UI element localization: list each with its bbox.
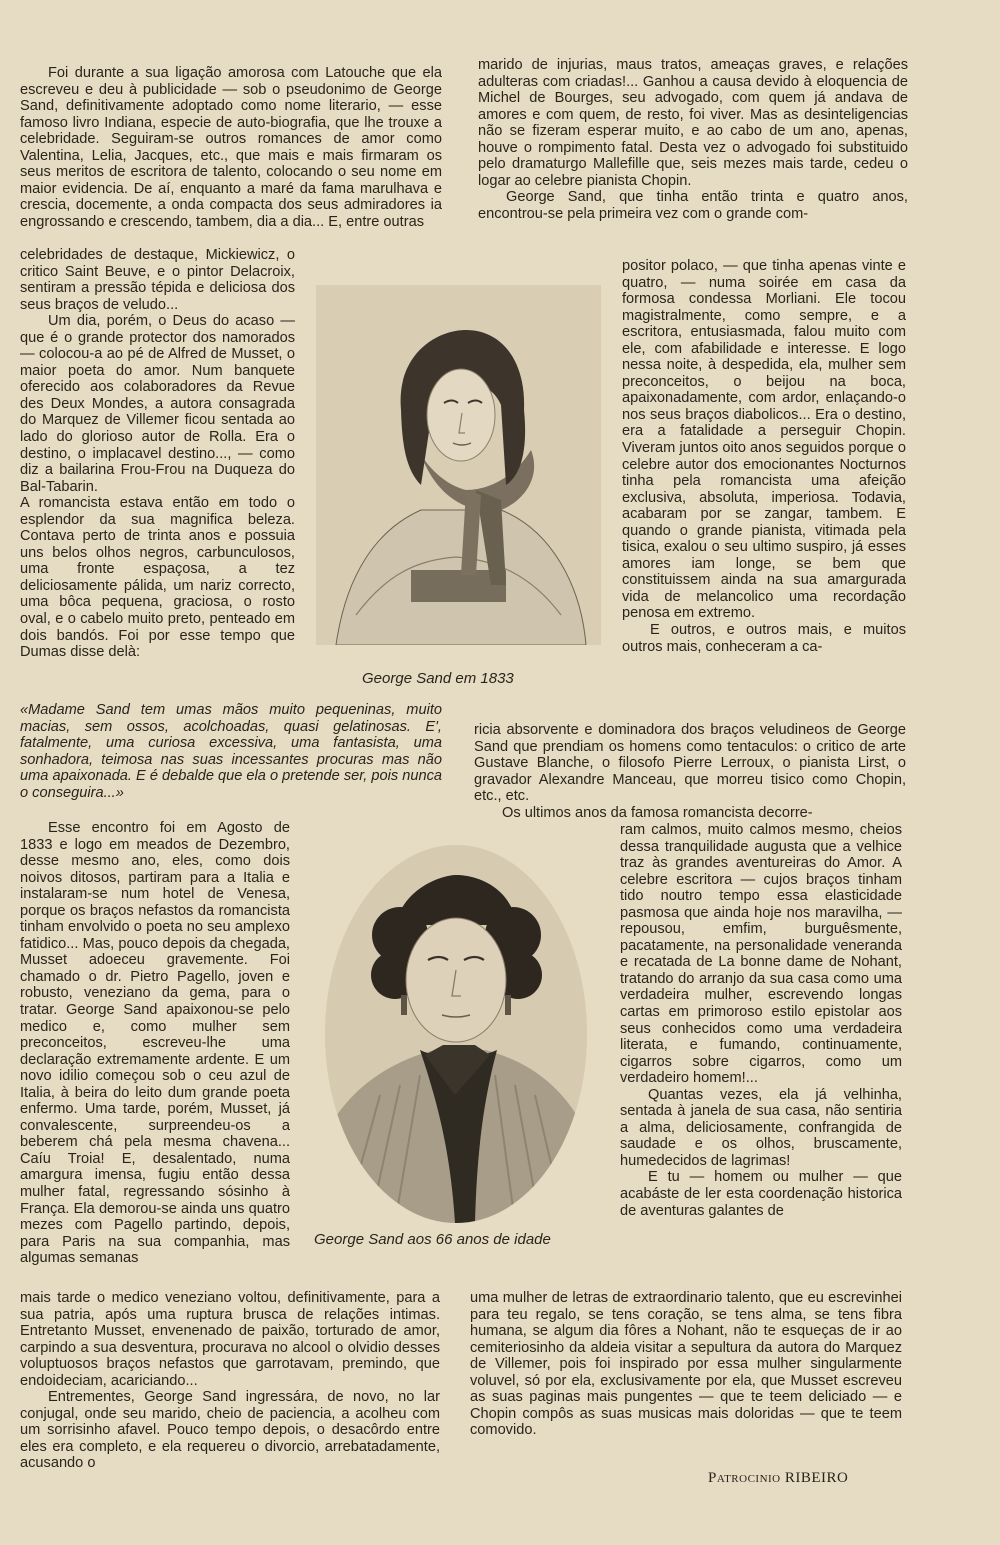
dumas-quote (20, 702, 442, 801)
author-first-name: Patrocinio (708, 1470, 781, 1486)
portrait-66-illustration (325, 845, 587, 1223)
paragraph: marido de injurias, maus tratos, ameaças graves, e relações adulteras com criadas!... Ganhou a causa devido à eloquencia de Michel de Bourges, seu advogado, com quem já andava de amores e com quem, de resto, foi viver. Mas as desinteligencias não se fizeram esperar muito, e ao cabo de um ano, apenas, houve o rompimento fatal. Desta vez o advogado foi substituido pelo dramaturgo Mallefille que, seis mezes mais tarde, cedeu o logar ao celebre pianista Chopin. (478, 57, 908, 189)
paragraph: Quantas vezes, ela já velhinha, sentada à janela de sua casa, não sentiria a alma, deliciosamente, confrangida de saudade e os olhos, bruscamente, humedecidos de lagrimas! (620, 1086, 902, 1169)
left-column-top (20, 65, 442, 230)
paragraph: mais tarde o medico veneziano voltou, definitivamente, para a sua patria, após uma ruptura brusca de relações intimas. Entretanto Musset, envenenado de paixão, torturado de amor, carpindo a sua desventura, procurava no alcool o olvidio desses voluptuosos braços nefastos que garrotavam, premindo, que endoideciam, acariciando... (20, 1290, 440, 1389)
paragraph: celebridades de destaque, Mickiewicz, o critico Saint Beuve, e o pintor Delacroix, sentiram a pressão tépida e deliciosa dos seus braços de veludo... (20, 247, 295, 313)
quote-paragraph: «Madame Sand tem umas mãos muito pequeninas, muito macias, sem ossos, acolchoadas, quasi gelatinosas. E', fatalmente, uma curiosa excessiva, uma fantasista, uma sonhadora, teimosa nas suas incessantes procuras mas não uma apaixonada. E é debalde que ela o pretende ser, pois nunca o conseguira...» (20, 702, 442, 801)
portrait-66-image (325, 845, 587, 1223)
right-column-wide (474, 722, 906, 821)
paragraph: uma mulher de letras de extraordinario talento, que eu escrevinhei para teu regalo, se tens coração, se tens alma, se tens fibra humana, se algum dia fôres a Nohant, não te esqueças de ir ao cemiteriosinho da aldeia visitar a sepultura da autora do Marquez de Villemer, pois foi inspirado por essa mulher singularmente voluvel, só por ela, exclusivamente por ela, que Musset escreveu as suas paginas mais pungentes — que te teem deliciado — e Chopin compôs as suas musicas mais doloridas — que te teem comovido. (470, 1290, 902, 1439)
paragraph: George Sand, que tinha então trinta e quatro anos, encontrou-se pela primeira vez com o grande com- (478, 189, 908, 222)
paragraph: E outros, e outros mais, e muitos outros mais, conheceram a ca- (622, 622, 906, 655)
paragraph: ricia absorvente e dominadora dos braços veludineos de George Sand que prendiam os homens como tentaculos: o critico de arte Gustave Blanche, o filosofo Pierre Lerroux, o pianista Lirst, o gravador Alexandre Manceau, que morreu tisico como Chopin, etc., etc. (474, 722, 906, 805)
paragraph: Esse encontro foi em Agosto de 1833 e logo em meados de Dezembro, desse mesmo ano, eles, como dois noivos ditosos, partiram para a Italia e instalaram-se num hotel de Venesa, porque os braços nefastos da romancista tinham envolvido o poeta no seu amplexo fatidico... Mas, pouco depois da chegada, Musset adoeceu gravemente. Foi chamado o dr. Pietro Pagello, joven e robusto, veneziano da gema, para o tratar. George Sand apaixonou-se pelo medico e, como mulher sem preconceitos, escreveu-lhe uma declaração extremamente ardente. E um novo idilio começou sob o ceu azul de Italia, à beira do leito dum grande poeta enfermo. Uma tarde, porém, Musset, já convalescente, surpreendeu-os a beberem chá pela mesma chavena... Caíu Troia! E, desalentado, numa amargura imensa, fugiu então dessa mulher fatal, regressando sósinho à França. Ela demorou-se ainda uns quatro mezes com Pagello partindo, depois, para Paris na sua companhia, mas algumas semanas (20, 820, 290, 1267)
right-column-top (478, 57, 908, 222)
paragraph: positor polaco, — que tinha apenas vinte e quatro, — numa soirée em casa da formosa condessa Morliani. Ele tocou magistralmente, como sempre, e a escritora, entusiasmada, falou muito com ele, com afabilidade e interesse. E logo nessa noite, à despedida, ela, mulher sem preconceitos, o beijou na boca, apaixonadamente, com ardor, enlaçando-o nos seus braços diabolicos... Era o destino, era a fatalidade a perseguir Chopin. Viveram juntos oito anos seguidos porque o celebre autor dos emocionantes Nocturnos tinha pela romancista uma afeição exclusiva, absoluta, imperiosa. Todavia, acabaram por se zangar, tambem. E quando o grande pianista, vitimada pela tisica, exalou o seu ultimo suspiro, já esses amores iam longe, se bem que constituissem ainda na sua amargurada vida de melancolico uma recordação penosa em extremo. (622, 258, 906, 622)
portrait-1833-illustration (316, 285, 601, 645)
paragraph: A romancista estava então em todo o esplendor da sua magnifica beleza. Contava perto de trinta anos e possuia uns belos olhos negros, carbunculosos, uma fronte espaçosa, a tez deliciosamente pálida, um nariz correcto, uma bôca pequena, graciosa, o rosto oval, e o cabelo muito preto, penteado em dois bandós. Foi por esse tempo que Dumas disse delà: (20, 495, 295, 661)
paragraph: Os ultimos anos da famosa romancista decorre- (502, 804, 813, 821)
left-column-bottom (20, 1290, 440, 1472)
paragraph: Foi durante a sua ligação amorosa com Latouche que ela escreveu e deu à publicidade — sob o pseudonimo de George Sand, definitivamente adoptado como nome literario, — esse famoso livro Indiana, especie de auto-biografia, que lhe trouxe a celebridade. Seguiram-se outros romances de amor como Valentina, Lelia, Jacques, etc., que mais e mais firmaram os seus meritos de escritora de talento, colocando o seu nome em maior evidencia. De aí, enquanto a maré da fama marulhava e crescia, docemente, a onda compacta dos seus admiradores ia engrossando e crescendo, tambem, dia a dia... E, entre outras (20, 65, 442, 230)
right-column-bottom (470, 1290, 902, 1439)
portrait-1833-image (316, 285, 601, 645)
paragraph: E tu — homem ou mulher — que acabáste de ler esta coordenação historica de aventuras galantes de (620, 1169, 902, 1219)
author-signature (708, 1470, 848, 1487)
portrait-1833-caption: George Sand em 1833 (362, 670, 514, 687)
left-column-mid (20, 247, 295, 661)
paragraph: ram calmos, muito calmos mesmo, cheios dessa tranquilidade augusta que a velhice traz às grandes aventureiras do Amor. A celebre escritora — cujos braços tinham tido noutro tempo essa elasticidade pasmosa que ainda hoje nos maravilha, — repousou, emfim, burguêsmente, pacatamente, na personalidade veneranda e recatada de La bonne dame de Nohant, tratando do arranjo da sua casa como uma verdadeira mulher, escrevendo longas cartas em primoroso estilo epistolar aos seus conhecidos como uma verdadeira literata, e fumando, continuamente, cigarros sobre cigarros, como um verdadeiro homem!... (620, 822, 902, 1087)
author-last-name: RIBEIRO (784, 1470, 849, 1486)
paragraph: Entrementes, George Sand ingressára, de novo, no lar conjugal, onde seu marido, cheio de paciencia, a acolheu com um sorrisinho afavel. Pouco tempo depois, o desacôrdo entre eles era completo, e ela requereu o divorcio, arrebatadamente, acusando o (20, 1389, 440, 1472)
left-column-low (20, 820, 290, 1267)
right-column-mid (622, 258, 906, 655)
paragraph: Um dia, porém, o Deus do acaso — que é o grande protector dos namorados — colocou-a ao pé de Alfred de Musset, o maior poeta do amor. Num banquete oferecido aos colaboradores da Revue des Deux Mondes, a autora consagrada do Marquez de Villemer ficou sentada ao lado do glorioso autor de Rolla. Era o destino, o implacavel destino..., — como diz a bailarina Frou-Frou na Duqueza do Bal-Tabarin. (20, 313, 295, 495)
portrait-66-caption: George Sand aos 66 anos de idade (314, 1231, 551, 1248)
right-column-low (620, 822, 902, 1219)
